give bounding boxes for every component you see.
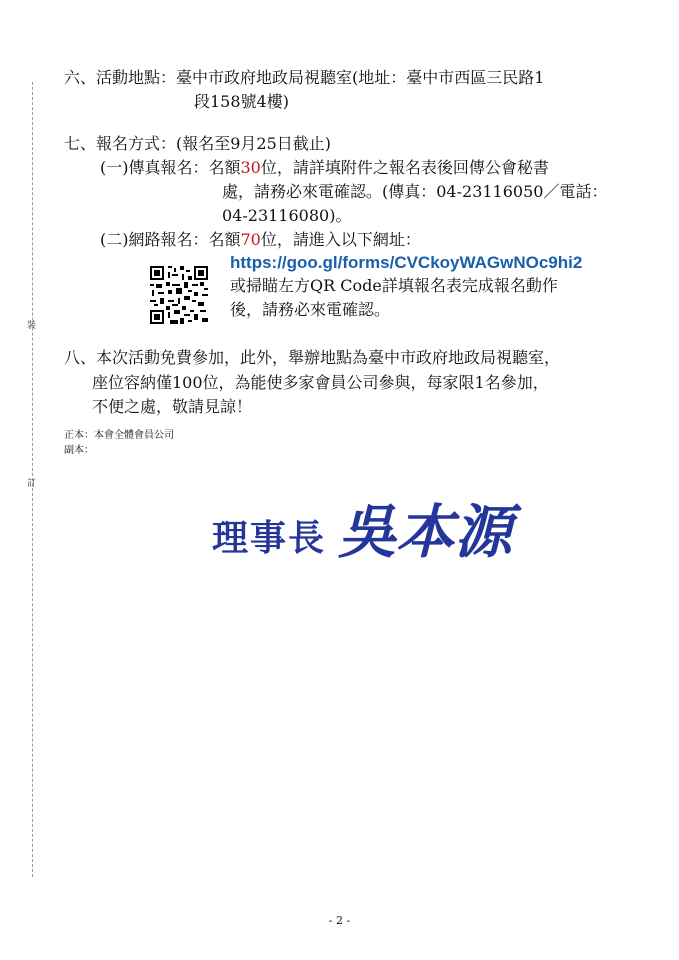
fax-line3: 04-23116080)。 xyxy=(222,206,352,225)
online-line4: 後，請務必來電確認。 xyxy=(230,300,391,319)
online-prefix: (二)網路報名：名額 xyxy=(100,230,241,249)
item6-line1: 六、活動地點：臺中市政府地政局視聽室(地址：臺中市西區三民路1 xyxy=(64,68,545,87)
binding-mark-top: 裝 xyxy=(27,321,37,331)
fax-prefix: (一)傳真報名：名額 xyxy=(100,158,241,177)
registration-link[interactable]: https://goo.gl/forms/CVCkoyWAGwNOc9hi2 xyxy=(230,253,583,272)
item6-line2: 段158號4樓) xyxy=(194,92,289,111)
item8-line1: 八、本次活動免費參加，此外，舉辦地點為臺中市政府地政局視聽室， xyxy=(64,348,561,367)
item8-line2: 座位容納僅100位，為能使多家會員公司參與，每家限1名參加， xyxy=(92,373,549,392)
qr-code-icon[interactable] xyxy=(150,266,208,324)
online-line1 xyxy=(100,230,421,250)
fax-count: 30 xyxy=(240,158,261,177)
fax-line1 xyxy=(100,158,549,178)
fax-line2: 處，請務必來電確認。(傳真：04-23116050／電話： xyxy=(222,182,608,201)
signature-name: 吳本源 xyxy=(338,498,513,566)
chairman-signature-stamp xyxy=(210,488,540,568)
item7-head: 七、報名方式：(報名至9月25日截止) xyxy=(64,134,332,153)
fax-suffix: 位，請詳填附件之報名表後回傳公會秘書 xyxy=(260,158,549,177)
online-count: 70 xyxy=(240,230,261,249)
binding-mark-bottom: 訂 xyxy=(27,479,37,489)
distribution-copy: 副本： xyxy=(64,445,94,456)
online-line3: 或掃瞄左方QR Code詳填報名表完成報名動作 xyxy=(230,276,558,295)
online-suffix: 位，請進入以下網址： xyxy=(260,230,421,249)
page-number: - 2 - xyxy=(328,914,351,927)
item8-line3: 不便之處，敬請見諒！ xyxy=(92,397,253,416)
distribution-original: 正本：本會全體會員公司 xyxy=(64,430,174,441)
signature-title: 理事長 xyxy=(212,517,327,559)
